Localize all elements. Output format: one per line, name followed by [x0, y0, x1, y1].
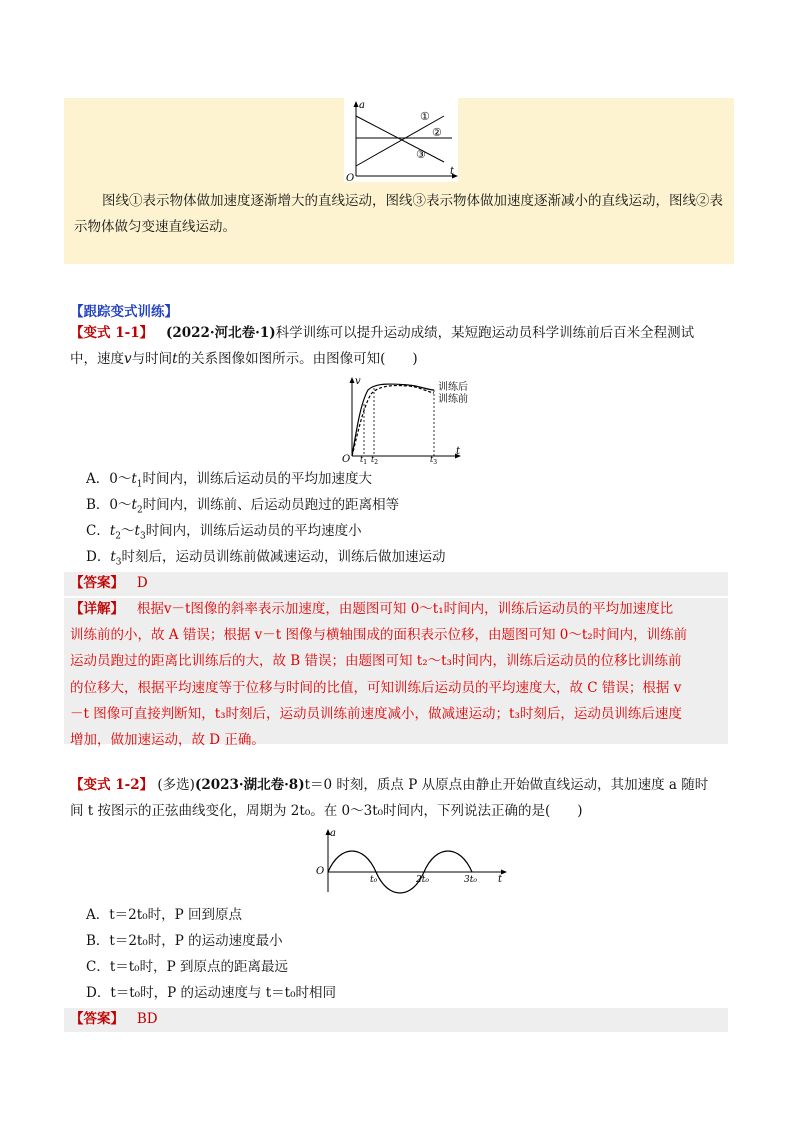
axis-label-a: a: [359, 100, 365, 111]
q1-var-t: t: [172, 351, 178, 367]
q2-tag: 【变式 1-2】: [70, 777, 154, 793]
q1-tick-t2: $t_2$: [371, 455, 379, 464]
q2-stem-a: t＝0 时刻，质点 P 从原点由静止开始做直线运动，其加速度 a 随时: [304, 777, 709, 793]
q1-detail: [70, 596, 726, 753]
q2-option-d: D．t＝t₀时，P 的运动速度与 t＝t₀时相同: [86, 985, 337, 1001]
q2-origin: O: [316, 866, 325, 877]
q1-axis-v: v: [355, 376, 361, 387]
q1-origin: O: [342, 454, 351, 464]
q2-tick-2t0: 2t₀: [416, 875, 429, 885]
q1-option-c: C．$t_2\sim t_3$时间内，训练后运动员的平均速度小: [86, 523, 362, 542]
q1-legend-after: 训练后: [438, 382, 468, 393]
line-3-label: ③: [416, 148, 426, 161]
q1-detail-line-1: 【详解】 根据v－t图像的斜率表示加速度，由题图可知 0～t₁时间内，训练后运动员的平均加速度比: [70, 601, 674, 617]
q1-detail-line-6: 增加，做加速运动，故 D 正确。: [70, 732, 265, 749]
q1-stem-line-1: [70, 320, 732, 346]
q2-axis-a: a: [330, 828, 336, 839]
q1-answer-tag: 【答案】: [70, 575, 124, 591]
q1-stem-b3: 的关系图像如图所示。由图像可知( ): [177, 351, 418, 367]
q1-tick-t3: $t_3$: [430, 455, 438, 464]
q1-detail-line-5: －t 图像可直接判断知，t₃时刻后，运动员训练前速度减小，做减速运动；t₃时刻后，运动员训练后速度: [70, 705, 682, 722]
origin-label: O: [346, 173, 355, 182]
q1-stem-b2: 与时间: [131, 351, 173, 367]
q1-detail-line-2: 训练前的小，故 A 错误；根据 v－t 图像与横轴围成的面积表示位移，由题图可知 0～t₂时间内，训练前: [70, 627, 688, 644]
q1-stem-line-2: [70, 346, 732, 372]
q1-detail-line-3: 运动员跑过的距离比训练后的大，故 B 错误；由题图可知 t₂～t₃时间内，训练后运动员的位移比训练前: [70, 653, 682, 670]
q1-answer: [70, 570, 732, 596]
q1-tag: 【变式 1-1】: [70, 325, 154, 341]
q1-detail-line-4: 的位移大，根据平均速度等于位移与时间的比值，可知训练后运动员的平均速度大，故 C 错误；根据 v: [70, 679, 682, 696]
q1-legend-before: 训练前: [438, 394, 468, 405]
acceleration-lines-figure: [344, 98, 458, 182]
q1-var-v: v: [124, 351, 132, 367]
q2-source: (2023·湖北卷·8): [194, 777, 305, 793]
axis-label-t: t: [450, 166, 455, 177]
q1-axis-t: t: [456, 446, 461, 457]
q2-option-a: A．t＝2t₀时，P 回到原点: [86, 907, 242, 923]
line-1-label: ①: [420, 110, 430, 123]
q1-detail-tag: 【详解】: [70, 601, 124, 617]
q2-stem-line-2: 间 t 按图示的正弦曲线变化，周期为 2t₀。在 0～3t₀时间内，下列说法正确的是( ): [70, 803, 583, 819]
q2-answer: [70, 1006, 732, 1032]
q1-stem-a: 科学训练可以提升运动成绩，某短跑运动员科学训练前后百米全程测试: [275, 325, 695, 341]
q1-option-d: D．$t_3$时刻后，运动员训练前做减速运动，训练后做加速运动: [86, 549, 446, 568]
section-title: 【跟踪变式训练】: [70, 304, 178, 320]
q1-tick-t1: $t_1$: [360, 455, 368, 464]
q2-stem-line-1: [70, 772, 732, 798]
q2-tick-3t0: 3t₀: [464, 875, 477, 885]
q2-tick-t0: t₀: [370, 875, 378, 885]
q1-stem-b1: 中，速度: [70, 351, 124, 367]
q2-answer-tag: 【答案】: [70, 1011, 124, 1027]
q1-option-b: B．$0\sim t_2$时间内，训练前、后运动员跑过的距离相等: [86, 497, 400, 516]
q2-option-c: C．t＝t₀时，P 到原点的距离最远: [86, 959, 288, 975]
q2-option-b: B．t＝2t₀时，P 的运动速度最小: [86, 933, 283, 949]
q1-answer-value: D: [136, 575, 148, 591]
q2-answer-value: BD: [136, 1011, 158, 1027]
q1-source: (2022·河北卷·1): [165, 325, 276, 341]
q2-axis-t: t: [498, 874, 503, 885]
q1-option-a: A．$0\sim t_1$时间内，训练后运动员的平均加速度大: [86, 471, 373, 490]
line-2-label: ②: [432, 126, 442, 139]
q2-sine-figure: [312, 826, 512, 900]
q2-multi: (多选): [157, 777, 195, 793]
q1-vt-figure: [338, 374, 474, 468]
note-text: 图线①表示物体做加速度逐渐增大的直线运动，图线③表示物体做加速度逐渐减小的直线运动，图线②表示物体做匀变速直线运动。: [74, 193, 723, 235]
